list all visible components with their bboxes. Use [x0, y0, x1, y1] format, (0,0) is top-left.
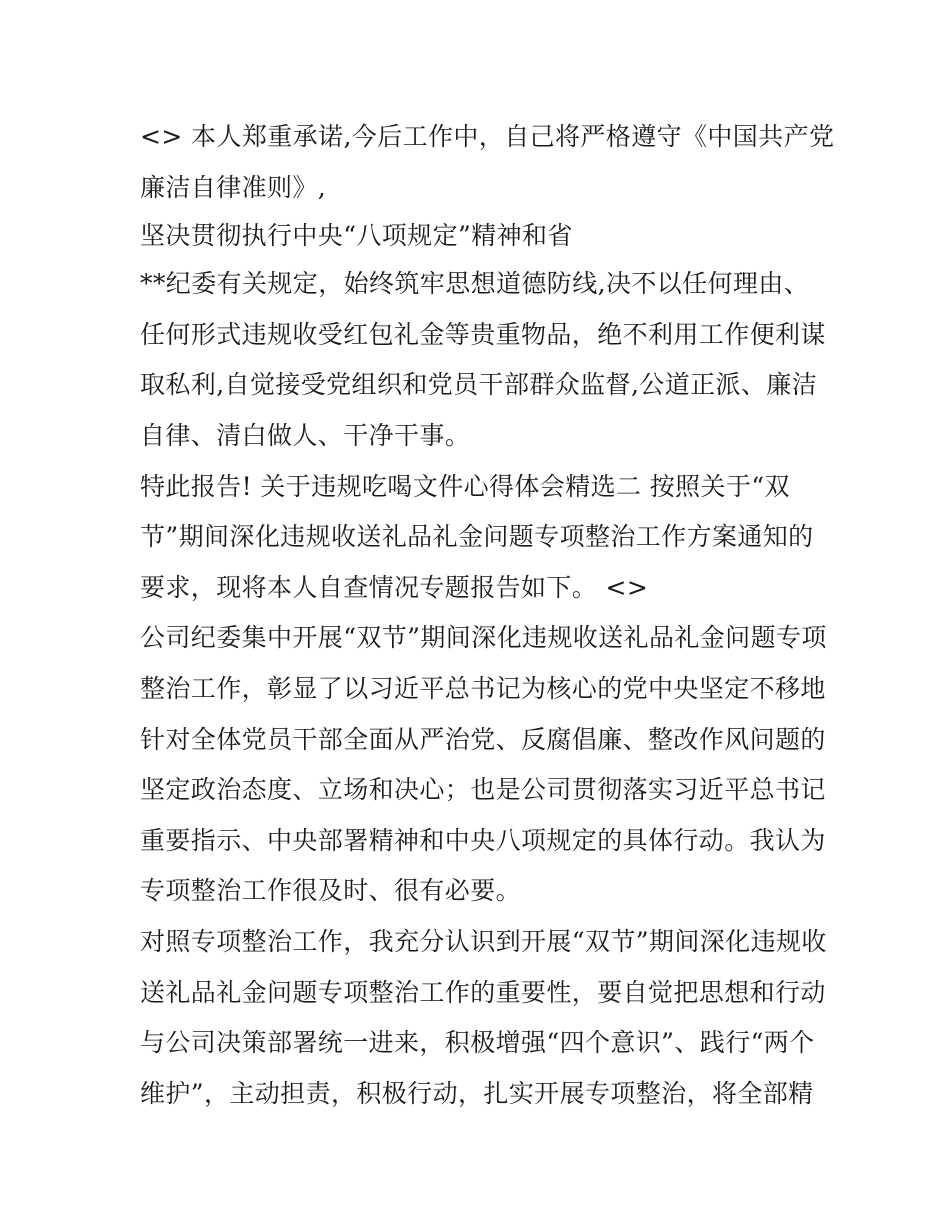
document-body	[140, 112, 835, 1119]
text-line: 廉洁自律准则》,	[140, 172, 327, 202]
text-line: 送礼品礼金问题专项整治工作的重要性，要自觉把思想和行动	[140, 977, 826, 1007]
text-line: 针对全体党员干部全面从严治党、反腐倡廉、整改作风问题的	[140, 724, 826, 754]
text-line: 公司纪委集中开展“双节”期间深化违规收送礼品礼金问题专项	[140, 623, 827, 653]
text-line: 坚定政治态度、立场和决心；也是公司贯彻落实习近平总书记	[140, 775, 826, 805]
text-line: 特此报告! 关于违规吃喝文件心得体会精选二 按照关于“双	[140, 471, 790, 501]
text-line: 对照专项整治工作，我充分认识到开展“双节”期间深化违规收	[140, 926, 827, 956]
text-line: 取私利,自觉接受党组织和党员干部群众监督,公道正派、廉洁	[140, 370, 818, 400]
text-line: 与公司决策部署统一进来，积极增强“四个意识”、践行“两个	[140, 1028, 815, 1058]
text-line: 整治工作，彰显了以习近平总书记为核心的党中央坚定不移地	[140, 673, 826, 703]
text-line: 维护”，主动担责，积极行动，扎实开展专项整治，将全部精	[140, 1078, 814, 1108]
text-line: 要求，现将本人自查情况专题报告如下。 <>	[140, 572, 649, 602]
text-line: 专项整治工作很及时、很有必要。	[140, 876, 522, 906]
text-line: **纪委有关规定，始终筑牢思想道德防线,决不以任何理由、	[140, 269, 810, 299]
text-line: 坚决贯彻执行中央“八项规定”精神和省	[140, 221, 573, 251]
text-line: 重要指示、中央部署精神和中央八项规定的具体行动。我认为	[140, 825, 826, 855]
text-line: <> 本人郑重承诺,今后工作中，自己将严格遵守《中国共产党	[140, 122, 835, 151]
text-line: 任何形式违规收受红包礼金等贵重物品，绝不利用工作便利谋	[140, 319, 826, 349]
text-line: 自律、清白做人、干净干事。	[140, 420, 471, 450]
text-line: 节”期间深化违规收送礼品礼金问题专项整治工作方案通知的	[140, 522, 814, 552]
